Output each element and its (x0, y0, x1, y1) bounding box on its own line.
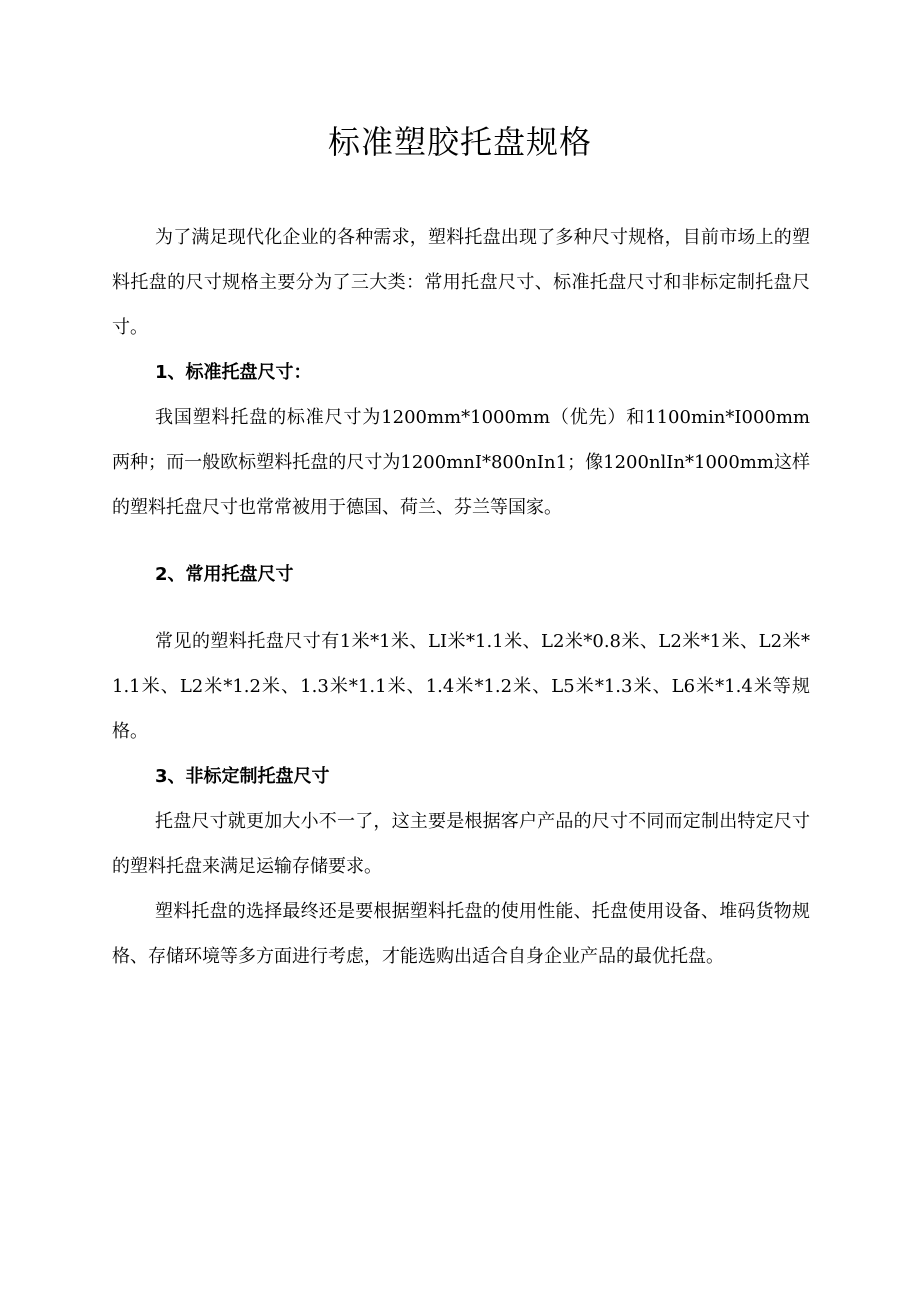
spacer (112, 530, 810, 552)
section-1-text: 我国塑料托盘的标准尺寸为1200mm*1000mm（优先）和1100min*I000mm两种；而一般欧标塑料托盘的尺寸为1200mnI*800nIn1；像1200nlIn*1000mm这样的塑料托盘尺寸也常常被用于德国、荷兰、芬兰等国家。 (112, 407, 810, 518)
section-3-text: 托盘尺寸就更加大小不一了，这主要是根据客户产品的尺寸不同而定制出特定尺寸的塑料托盘来满足运输存储要求。 (112, 811, 810, 877)
section-1-heading: 1、标准托盘尺寸： (155, 362, 312, 383)
section-2-text: 常见的塑料托盘尺寸有1米*1米、LI米*1.1米、L2米*0.8米、L2米*1米、L2米*1.1米、L2米*1.2米、1.3米*1.1米、1.4米*1.2米、L5米*1.3米、L6米*1.4米等规格。 (112, 631, 810, 742)
section-2-heading: 2、常用托盘尺寸 (155, 564, 294, 585)
intro-paragraph: 为了满足现代化企业的各种需求，塑料托盘出现了多种尺寸规格，目前市场上的塑料托盘的尺寸规格主要分为了三大类：常用托盘尺寸、标准托盘尺寸和非标定制托盘尺寸。 (112, 227, 810, 338)
document-body (112, 215, 810, 979)
spacer (112, 597, 810, 619)
section-3-heading: 3、非标定制托盘尺寸 (155, 766, 330, 787)
document-title: 标准塑胶托盘规格 (327, 123, 592, 161)
conclusion-paragraph: 塑料托盘的选择最终还是要根据塑料托盘的使用性能、托盘使用设备、堆码货物规格、存储环境等多方面进行考虑，才能选购出适合自身企业产品的最优托盘。 (112, 901, 810, 967)
